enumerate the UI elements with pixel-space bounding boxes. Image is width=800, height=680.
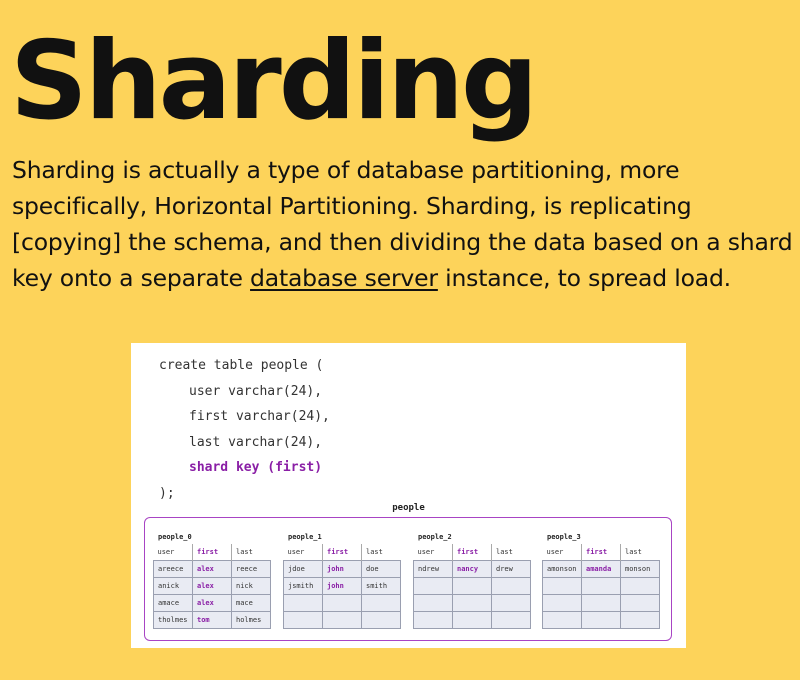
shard-people-1 <box>283 532 400 629</box>
code-line-shard-key: shard key (first) <box>189 460 323 475</box>
table-cell-key: amanda <box>582 561 621 578</box>
shard-table <box>542 544 660 629</box>
table-cell: nick <box>232 578 271 595</box>
table-cell <box>414 578 453 595</box>
shard-table <box>153 544 271 629</box>
table-row <box>414 612 531 629</box>
description-text-end: instance, to spread load. <box>437 264 731 292</box>
table-cell <box>543 578 582 595</box>
column-header-shard-key: first <box>582 544 621 561</box>
table-row <box>154 595 271 612</box>
table-cell <box>492 612 531 629</box>
column-header: user <box>417 548 435 556</box>
table-row <box>414 561 531 578</box>
column-header-shard-key: first <box>323 544 362 561</box>
table-cell-key <box>453 612 492 629</box>
table-row <box>543 561 660 578</box>
column-header: last <box>362 544 401 561</box>
column-header: last <box>492 544 531 561</box>
slide-description <box>12 152 797 296</box>
column-header: last <box>621 544 660 561</box>
table-cell: holmes <box>232 612 271 629</box>
shard-name: people_0 <box>158 533 192 541</box>
column-header: user <box>287 548 305 556</box>
shard-name: people_3 <box>547 533 581 541</box>
table-cell-key <box>323 612 362 629</box>
table-cell <box>621 612 660 629</box>
sql-code-block <box>159 353 330 506</box>
table-cell-key <box>453 595 492 612</box>
table-cell: amace <box>154 595 193 612</box>
table-cell-key: tom <box>193 612 232 629</box>
table-cell: monson <box>621 561 660 578</box>
column-header: user <box>157 548 175 556</box>
table-cell <box>362 595 401 612</box>
database-frame <box>144 517 672 641</box>
table-cell: doe <box>362 561 401 578</box>
database-server-link[interactable]: database server <box>250 264 438 292</box>
diagram-card <box>131 343 686 648</box>
table-cell: amonson <box>543 561 582 578</box>
table-cell-key <box>582 595 621 612</box>
shard-people-0 <box>153 532 270 629</box>
table-row <box>284 595 401 612</box>
table-cell: jdoe <box>284 561 323 578</box>
table-cell-key <box>323 595 362 612</box>
table-row <box>543 595 660 612</box>
table-cell <box>492 595 531 612</box>
table-cell: drew <box>492 561 531 578</box>
column-header: last <box>232 544 271 561</box>
table-row <box>284 561 401 578</box>
code-line-2: user varchar(24), <box>189 383 323 399</box>
table-cell: mace <box>232 595 271 612</box>
table-cell-key <box>582 612 621 629</box>
table-cell <box>492 578 531 595</box>
table-cell: tholmes <box>154 612 193 629</box>
table-cell: jsmith <box>284 578 323 595</box>
table-cell <box>543 595 582 612</box>
database-label: people <box>392 503 425 513</box>
table-row <box>284 578 401 595</box>
table-cell-key: alex <box>193 578 232 595</box>
table-cell: reece <box>232 561 271 578</box>
shard-table <box>413 544 531 629</box>
table-cell: ndrew <box>414 561 453 578</box>
code-line-6: ); <box>159 485 175 501</box>
column-header: user <box>546 548 564 556</box>
shard-people-3 <box>542 532 659 629</box>
table-row <box>543 578 660 595</box>
slide-title: Sharding <box>10 19 536 144</box>
table-cell: areece <box>154 561 193 578</box>
table-cell: anick <box>154 578 193 595</box>
table-cell <box>362 612 401 629</box>
table-cell-key: john <box>323 578 362 595</box>
table-cell-key <box>453 578 492 595</box>
description-text: Sharding is actually a type of database partitioning, more specifically, Horizontal Partitioning. Sharding, is replicating [copying] the schema, and then dividing the data based on a shard key onto a separate <box>12 156 793 292</box>
table-row <box>154 612 271 629</box>
table-cell <box>543 612 582 629</box>
shard-table <box>283 544 401 629</box>
table-row <box>154 578 271 595</box>
table-cell <box>621 578 660 595</box>
code-line-3: first varchar(24), <box>189 409 330 424</box>
table-cell-key: alex <box>193 561 232 578</box>
table-cell <box>414 612 453 629</box>
code-line-4: last varchar(24), <box>189 434 323 450</box>
table-cell <box>284 612 323 629</box>
table-cell <box>414 595 453 612</box>
table-cell-key: nancy <box>453 561 492 578</box>
shard-people-2 <box>413 532 530 629</box>
table-row <box>543 612 660 629</box>
table-cell <box>621 595 660 612</box>
column-header-shard-key: first <box>193 544 232 561</box>
table-cell-key <box>582 578 621 595</box>
table-row <box>154 561 271 578</box>
column-header-shard-key: first <box>453 544 492 561</box>
table-row <box>414 578 531 595</box>
table-row <box>414 595 531 612</box>
code-line-1: create table people ( <box>159 358 324 373</box>
shard-name: people_2 <box>418 533 452 541</box>
table-cell: smith <box>362 578 401 595</box>
table-cell-key: john <box>323 561 362 578</box>
table-cell <box>284 595 323 612</box>
table-row <box>284 612 401 629</box>
shard-name: people_1 <box>288 533 322 541</box>
table-cell-key: alex <box>193 595 232 612</box>
